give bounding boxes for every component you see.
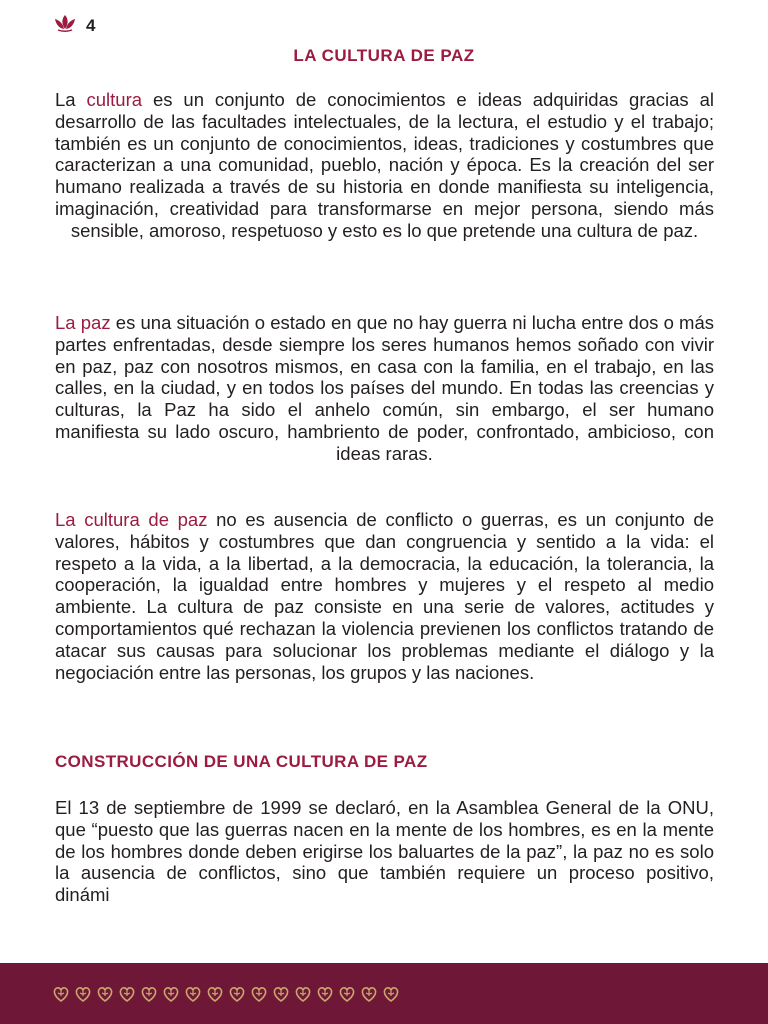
heart-flourish-ornament-icon xyxy=(338,984,356,1004)
highlighted-term: La paz xyxy=(55,312,111,333)
heart-flourish-ornament-icon xyxy=(360,984,378,1004)
footer-band xyxy=(0,963,768,1024)
ornament-row xyxy=(52,984,404,1004)
highlighted-term: cultura xyxy=(86,89,143,110)
heart-flourish-ornament-icon xyxy=(140,984,158,1004)
paragraph-construccion: El 13 de septiembre de 1999 se declaró, en la Asamblea General de la ONU, que “puesto que las guerras nacen en la mente de los hombres, es en la mente de los hombres donde deben erigirse los baluartes de la paz”, la paz no es solo la ausencia de conflictos, sino que también requiere un proceso positivo, dinámi xyxy=(55,797,714,906)
heart-flourish-ornament-icon xyxy=(96,984,114,1004)
page-header xyxy=(54,14,95,37)
highlighted-term: La cultura de paz xyxy=(55,509,208,530)
heart-flourish-ornament-icon xyxy=(250,984,268,1004)
heart-flourish-ornament-icon xyxy=(382,984,400,1004)
heart-flourish-ornament-icon xyxy=(184,984,202,1004)
heart-flourish-ornament-icon xyxy=(74,984,92,1004)
lotus-flower-icon xyxy=(54,14,76,37)
paragraph-text: no es ausencia de conflicto o guerras, es un conjunto de valores, hábitos y costumbres que dan congruencia y sentido a la vida: el respeto a la vida, a la libertad, a la democracia, la educación, la tolerancia, la cooperación, la igualdad entre hombres y mujeres y el respeto al medio ambiente. La cultura de paz consiste en una serie de valores, actitudes y comportamientos qué rechazan la violencia previenen los conflictos tratando de atacar sus causas para solucionar los problemas mediante el diálogo y la negociación entre las personas, los grupos y las naciones. xyxy=(55,509,714,683)
heart-flourish-ornament-icon xyxy=(294,984,312,1004)
heart-flourish-ornament-icon xyxy=(206,984,224,1004)
paragraph-cultura xyxy=(55,89,714,242)
heart-flourish-ornament-icon xyxy=(316,984,334,1004)
heart-flourish-ornament-icon xyxy=(118,984,136,1004)
paragraph-lead: La xyxy=(55,89,87,110)
heart-flourish-ornament-icon xyxy=(52,984,70,1004)
heart-flourish-ornament-icon xyxy=(162,984,180,1004)
page-number: 4 xyxy=(86,15,96,35)
heart-flourish-ornament-icon xyxy=(228,984,246,1004)
paragraph-text: es una situación o estado en que no hay guerra ni lucha entre dos o más partes enfrentadas, desde siempre los seres humanos hemos soñado con vivir en paz, paz con nosotros mismos, en casa con la familia, en el trabajo, en las calles, en la ciudad, y en todos los países del mundo. En todas las creencias y culturas, la Paz ha sido el anhelo común, sin embargo, el ser humano manifiesta su lado oscuro, hambriento de poder, confrontado, ambicioso, con ideas raras. xyxy=(55,312,714,464)
paragraph-la-paz xyxy=(55,312,714,465)
heart-flourish-ornament-icon xyxy=(272,984,290,1004)
page-title: LA CULTURA DE PAZ xyxy=(293,46,475,65)
paragraph-text: es un conjunto de conocimientos e ideas adquiridas gracias al desarrollo de las facultades intelectuales, de la lectura, el estudio y el trabajo; también es un conjunto de conocimientos, ideas, tradiciones y costumbres que caracterizan a una comunidad, pueblo, nación y época. Es la creación del ser humano realizada a través de su historia en donde manifiesta su inteligencia, imaginación, creatividad para transformarse en mejor persona, siendo más sensible, amoroso, respetuoso y esto es lo que pretende una cultura de paz. xyxy=(55,89,714,241)
paragraph-cultura-de-paz xyxy=(55,509,714,683)
section-heading: CONSTRUCCIÓN DE UNA CULTURA DE PAZ xyxy=(55,752,428,771)
